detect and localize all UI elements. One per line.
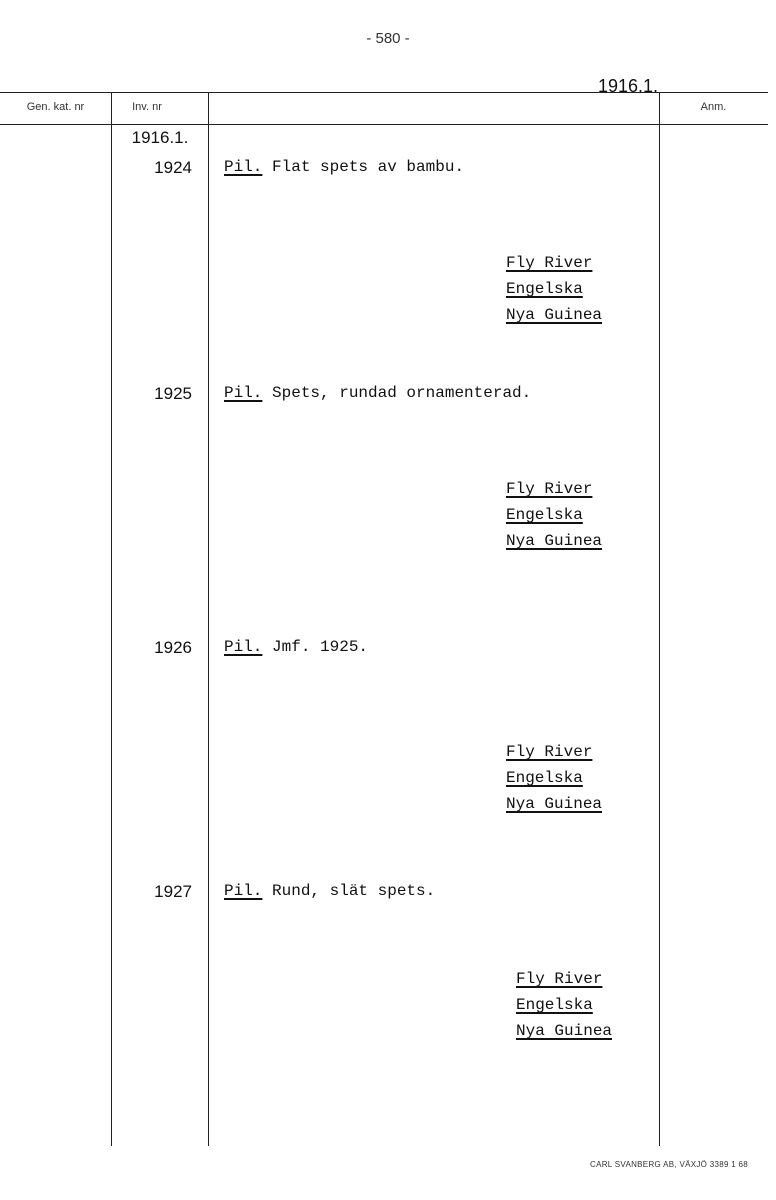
column-divider-anm <box>659 92 660 1146</box>
object-type: Pil. <box>224 158 263 176</box>
origin-river: Fly River <box>516 970 603 988</box>
origin-block <box>516 966 612 1044</box>
column-header-gen-kat-nr: Gen. kat. nr <box>26 101 85 113</box>
column-header-inv-nr: Inv. nr <box>132 101 162 113</box>
page-number: - 580 - <box>366 30 410 47</box>
origin-country: Nya Guinea <box>506 795 603 813</box>
description-text: Rund, slät spets. <box>262 882 436 900</box>
inv-number: 1924 <box>154 158 192 177</box>
object-type: Pil. <box>224 638 263 656</box>
entry-description <box>224 158 464 176</box>
entry-description <box>224 384 531 402</box>
origin-block <box>506 476 602 554</box>
origin-country: Nya Guinea <box>516 1022 613 1040</box>
column-divider-inv-left <box>111 92 112 1146</box>
origin-country: Nya Guinea <box>506 306 603 324</box>
entry-description <box>224 638 368 656</box>
inv-number: 1926 <box>154 638 192 657</box>
object-type: Pil. <box>224 384 263 402</box>
origin-block <box>506 250 602 328</box>
inv-group-label: 1916.1. <box>131 128 189 147</box>
header-bottom-rule <box>0 124 768 125</box>
origin-river: Fly River <box>506 480 593 498</box>
header-top-rule <box>0 92 768 93</box>
origin-region: Engelska <box>506 280 583 298</box>
origin-river: Fly River <box>506 743 593 761</box>
description-text: Jmf. 1925. <box>262 638 369 656</box>
origin-region: Engelska <box>516 996 593 1014</box>
header-catalog-ref: 1916.1. <box>597 76 658 96</box>
column-divider-inv-right <box>208 92 209 1146</box>
printer-footer: CARL SVANBERG AB, VÄXJÖ 3389 1 68 <box>590 1160 748 1169</box>
origin-region: Engelska <box>506 506 583 524</box>
origin-block <box>506 739 602 817</box>
description-text: Flat spets av bambu. <box>262 158 465 176</box>
inv-number: 1925 <box>154 384 192 403</box>
origin-river: Fly River <box>506 254 593 272</box>
column-header-anm: Anm. <box>700 101 727 113</box>
origin-country: Nya Guinea <box>506 532 603 550</box>
inv-number: 1927 <box>154 882 192 901</box>
entry-description <box>224 882 435 900</box>
object-type: Pil. <box>224 882 263 900</box>
origin-region: Engelska <box>506 769 583 787</box>
description-text: Spets, rundad ornamenterad. <box>262 384 532 402</box>
